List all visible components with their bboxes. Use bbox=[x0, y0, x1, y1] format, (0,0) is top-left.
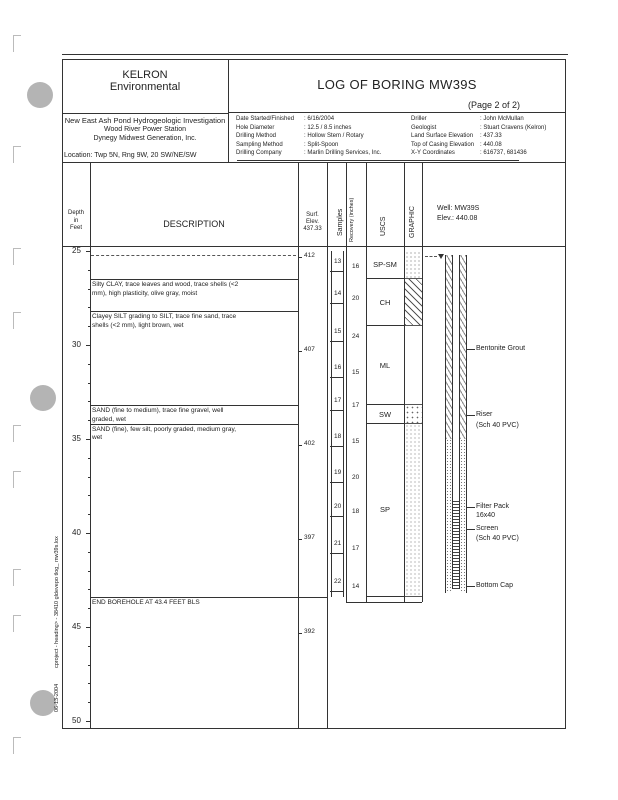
detail-label: X-Y Coordinates bbox=[411, 150, 455, 157]
sample-recovery: 20 bbox=[352, 295, 360, 303]
elevation-header: Surf. Elev. 437.33 bbox=[303, 212, 322, 233]
elevation-tick bbox=[298, 351, 302, 352]
description-text: END BOREHOLE AT 43.4 FEET BLS bbox=[92, 598, 200, 606]
sample-number: 14 bbox=[334, 290, 342, 298]
depth-minor-tick bbox=[88, 646, 90, 647]
sample-recovery: 14 bbox=[352, 582, 360, 590]
sample-recovery: 16 bbox=[352, 263, 360, 271]
company-name: KELRON bbox=[122, 69, 168, 81]
depth-minor-tick bbox=[88, 458, 90, 459]
sample-divider bbox=[330, 482, 344, 483]
depth-minor-tick bbox=[88, 683, 90, 684]
detail-label: Drilling Company bbox=[236, 150, 282, 157]
sample-number: 21 bbox=[334, 540, 342, 548]
well-name: Well: MW39S bbox=[437, 205, 480, 212]
project-site: Wood River Power Station bbox=[104, 126, 186, 133]
bentonite-grout-right bbox=[460, 255, 466, 439]
sample-col-line bbox=[343, 251, 344, 597]
water-level-marker bbox=[438, 254, 444, 259]
sample-divider bbox=[330, 271, 344, 272]
side-file-path: cproject - heading> - 38410 gldevepo tlog_ mw39s.lox bbox=[54, 536, 60, 668]
depth-minor-tick bbox=[88, 383, 90, 384]
depth-minor-tick bbox=[88, 495, 90, 496]
elevation-label: 392 bbox=[304, 627, 315, 635]
depth-tick bbox=[86, 439, 90, 440]
uscs-code: CH bbox=[379, 297, 391, 307]
graphic-pattern bbox=[405, 424, 422, 597]
depth-minor-tick bbox=[88, 571, 90, 572]
depth-minor-tick bbox=[88, 270, 90, 271]
detail-value: : 616737, 681436 bbox=[480, 150, 527, 157]
depth-minor-tick bbox=[88, 420, 90, 421]
depth-minor-tick bbox=[88, 477, 90, 478]
detail-label: Drilling Method bbox=[236, 133, 277, 140]
depth-tick-label: 35 bbox=[72, 434, 81, 443]
sample-divider bbox=[330, 446, 344, 447]
well-component-label: 16x40 bbox=[476, 512, 496, 520]
description-header: DESCRIPTION bbox=[163, 219, 225, 229]
graphic-pattern bbox=[405, 251, 422, 279]
sample-number: 22 bbox=[334, 577, 342, 585]
graphic-pattern bbox=[405, 405, 422, 424]
depth-tick-label: 40 bbox=[72, 528, 81, 537]
depth-minor-tick bbox=[88, 608, 90, 609]
recovery-header: Recovery (inches) bbox=[349, 197, 355, 242]
page-number: (Page 2 of 2) bbox=[468, 100, 521, 110]
elevation-tick bbox=[298, 633, 302, 634]
detail-label: Date Started/Finished bbox=[236, 116, 295, 122]
depth-minor-tick bbox=[88, 514, 90, 515]
depth-tick bbox=[86, 251, 90, 252]
well-label-leader bbox=[467, 586, 475, 587]
depth-minor-tick bbox=[88, 307, 90, 308]
water-level-leader bbox=[425, 256, 437, 257]
samples-header: Samples bbox=[337, 208, 344, 236]
sample-number: 16 bbox=[334, 363, 342, 371]
detail-value: : 12.5 / 8.5 inches bbox=[304, 124, 352, 131]
sample-recovery: 24 bbox=[352, 332, 360, 340]
elevation-label: 397 bbox=[304, 533, 315, 541]
sample-divider bbox=[330, 377, 344, 378]
sample-divider bbox=[330, 553, 344, 554]
elevation-label: 407 bbox=[304, 345, 315, 353]
depth-header: Depth in Feet bbox=[67, 210, 84, 231]
side-date: 06-13-2004 bbox=[54, 683, 60, 712]
elevation-label: 402 bbox=[304, 439, 315, 447]
detail-label: Hole Diameter bbox=[236, 124, 275, 131]
uscs-code: ML bbox=[379, 360, 391, 370]
uscs-code: SP-SM bbox=[373, 260, 397, 270]
elevation-tick bbox=[298, 445, 302, 446]
elevation-label: 412 bbox=[304, 251, 315, 259]
sample-divider bbox=[330, 303, 344, 304]
filter-pack-right bbox=[460, 439, 466, 593]
sample-recovery: 15 bbox=[352, 368, 360, 376]
sample-recovery: 18 bbox=[352, 507, 360, 515]
depth-tick-label: 25 bbox=[72, 246, 81, 255]
depth-minor-tick bbox=[88, 665, 90, 666]
sample-number: 17 bbox=[334, 397, 342, 405]
sample-recovery: 20 bbox=[352, 473, 360, 481]
well-elevation: Elev.: 440.08 bbox=[437, 215, 478, 222]
binder-hole bbox=[30, 690, 56, 716]
well-component-label: Filter Pack bbox=[476, 502, 510, 510]
detail-value: : 6/16/2004 bbox=[304, 116, 335, 122]
description-box bbox=[91, 424, 298, 597]
depth-tick bbox=[86, 627, 90, 628]
well-label-leader bbox=[467, 507, 475, 508]
sample-number: 18 bbox=[334, 433, 342, 441]
detail-label: Land Surface Elevation bbox=[411, 133, 474, 140]
depth-minor-tick bbox=[88, 702, 90, 703]
well-component-label: Screen bbox=[476, 525, 499, 533]
well-component-label: Bottom Cap bbox=[476, 581, 513, 589]
detail-value: : 437.33 bbox=[480, 133, 502, 140]
graphic-header: GRAPHIC bbox=[409, 206, 416, 238]
description-top-dashed bbox=[91, 255, 296, 256]
binder-hole bbox=[27, 82, 53, 108]
depth-minor-tick bbox=[88, 326, 90, 327]
project-location: Location: Twp 5N, Rng 9W, 20 SW/NE/SW bbox=[64, 152, 197, 159]
depth-minor-tick bbox=[88, 401, 90, 402]
binder-hole bbox=[30, 385, 56, 411]
sample-recovery: 17 bbox=[352, 402, 360, 410]
depth-tick-label: 30 bbox=[72, 340, 81, 349]
description-text: SAND (fine), few silt, poorly graded, medium gray, wet bbox=[92, 425, 237, 442]
detail-value: : Stuart Cravens (Kelron) bbox=[480, 124, 547, 131]
end-boring-line bbox=[91, 597, 327, 598]
sample-number: 20 bbox=[334, 502, 342, 510]
depth-tick bbox=[86, 533, 90, 534]
depth-minor-tick bbox=[88, 289, 90, 290]
well-label-leader bbox=[467, 415, 475, 416]
sample-divider bbox=[330, 516, 344, 517]
uscs-header: USCS bbox=[380, 216, 387, 236]
detail-value: : Hollow Stem / Rotary bbox=[304, 133, 364, 140]
depth-minor-tick bbox=[88, 364, 90, 365]
well-screen bbox=[453, 501, 459, 589]
depth-minor-tick bbox=[88, 552, 90, 553]
well-component-label: (Sch 40 PVC) bbox=[476, 534, 519, 542]
detail-label: Driller bbox=[411, 116, 427, 122]
detail-divider bbox=[237, 160, 519, 161]
project-name: New East Ash Pond Hydrogeologic Investigation bbox=[64, 116, 226, 125]
sample-divider bbox=[330, 591, 344, 592]
well-component-label: Bentonite Grout bbox=[476, 345, 526, 352]
detail-value: : John McMullan bbox=[480, 116, 524, 122]
detail-label: Top of Casing Elevation bbox=[411, 141, 475, 148]
detail-value: : 440.08 bbox=[480, 141, 502, 148]
description-text: SAND (fine to medium), trace fine gravel, well graded, wet bbox=[92, 407, 224, 423]
page-title: LOG OF BORING MW39S bbox=[317, 77, 477, 92]
elevation-tick bbox=[298, 257, 302, 258]
depth-tick-label: 45 bbox=[72, 622, 81, 631]
depth-tick-label: 50 bbox=[72, 716, 81, 725]
well-label-leader bbox=[467, 529, 475, 530]
detail-value: : Split-Spoon bbox=[304, 141, 339, 148]
depth-minor-tick bbox=[88, 589, 90, 590]
company-subtitle: Environmental bbox=[109, 81, 181, 93]
description-text: Clayey SILT grading to SILT, trace fine sand, trace shells (<2 mm), light brown, wet bbox=[92, 313, 237, 329]
sample-number: 15 bbox=[334, 327, 342, 335]
project-client: Dynegy Midwest Generation, Inc. bbox=[93, 135, 197, 142]
well-component-label: (Sch 40 PVC) bbox=[476, 422, 519, 430]
sample-number: 19 bbox=[334, 468, 342, 476]
detail-label: Geologist bbox=[411, 124, 437, 131]
sample-recovery: 15 bbox=[352, 438, 360, 446]
sample-divider bbox=[330, 410, 344, 411]
uscs-code: SW bbox=[378, 409, 392, 419]
well-label-leader bbox=[467, 349, 475, 350]
sample-number: 13 bbox=[334, 258, 342, 266]
elevation-tick bbox=[298, 539, 302, 540]
graphic-pattern bbox=[405, 326, 422, 405]
sample-col-line bbox=[331, 251, 332, 597]
description-text: Silty CLAY, trace leaves and wood, trace shells (<2 mm), high plasticity, olive gray, moist bbox=[92, 281, 239, 297]
uscs-code: SP bbox=[379, 505, 390, 515]
well-component-label: Riser bbox=[476, 410, 493, 418]
depth-tick bbox=[86, 345, 90, 346]
depth-tick bbox=[86, 721, 90, 722]
graphic-pattern bbox=[405, 279, 422, 326]
detail-label: Sampling Method bbox=[236, 141, 283, 148]
sample-divider bbox=[330, 341, 344, 342]
detail-value: : Marlin Drilling Services, Inc. bbox=[304, 150, 382, 157]
sample-recovery: 17 bbox=[352, 545, 360, 553]
